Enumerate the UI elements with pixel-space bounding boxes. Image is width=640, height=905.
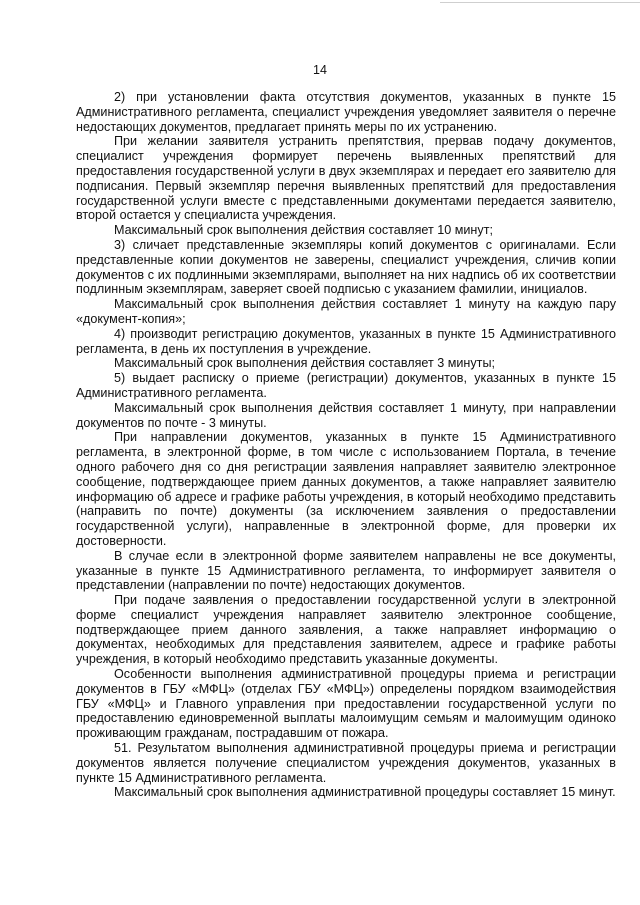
document-body	[76, 90, 616, 800]
paragraph: Максимальный срок выполнения действия составляет 3 минуты;	[114, 356, 496, 371]
scan-top-rule	[440, 2, 640, 3]
paragraph: 2) при установлении факта отсутствия документов, указанных в пункте 15 Административного регламента, специалист учреждения уведомляет заявителя о перечне недостающих документов, предлагает принять меры по их устранению.	[76, 90, 616, 134]
paragraph: При желании заявителя устранить препятствия, прервав подачу документов, специалист учреждения формирует перечень выявленных препятствий для предоставления государственной услуги в двух экземплярах и передает его заявителю для подписания. Первый экземпляр перечня выявленных препятствий для предоставления государственной услуги вместе с представленными документами передается заявителю, второй остается у специалиста учреждения.	[76, 134, 616, 223]
paragraph: 4) производит регистрацию документов, указанных в пункте 15 Административного регламента, в день их поступления в учреждение.	[76, 326, 616, 356]
paragraph: При направлении документов, указанных в пункте 15 Административного регламента, в электронной форме, в том числе с использованием Портала, в течение одного рабочего дня со дня регистрации заявления направляет заявителю электронное сообщение, подтверждающее прием данных документов, а также направляет заявителю информацию об адресе и графике работы учреждения, в который необходимо представить (направить по почте) документы (за исключением заявления о предоставлении государственной услуги), направленные в электронной форме, для проверки их достоверности.	[76, 430, 616, 548]
paragraph: 3) сличает представленные экземпляры копий документов с оригиналами. Если представленные копии документов не заверены, специалист учреждения, сличив копии документов с их подлинными экземплярами, выполняет на них надпись об их соответствии подлинным экземплярам, заверяет своей подписью с указанием фамилии, инициалов.	[76, 237, 616, 297]
paragraph: Максимальный срок выполнения административной процедуры составляет 15 минут.	[114, 785, 616, 800]
paragraph: Максимальный срок выполнения действия составляет 1 минуту на каждую пару «документ-копия»;	[76, 297, 616, 326]
paragraph: Особенности выполнения административной процедуры приема и регистрации документов в ГБУ «МФЦ» (отделах ГБУ «МФЦ») определены порядком взаимодействия ГБУ «МФЦ» и Главного управления при предоставлении государственной услуги по предоставлению единовременной выплаты малоимущим семьям и малоимущим одиноко проживающим гражданам, пострадавшим от пожара.	[76, 667, 616, 741]
paragraph: В случае если в электронной форме заявителем направлены не все документы, указанные в пункте 15 Административного регламента, то информирует заявителя о представлении (направлении по почте) недостающих документов.	[76, 548, 616, 593]
page-number: 14	[313, 63, 327, 77]
paragraph: При подаче заявления о предоставлении государственной услуги в электронной форме специалист учреждения направляет заявителю электронное сообщение, подтверждающее прием данного заявления, а также направляет информацию о документах, необходимых для представления заявителем, адресе и графике работы учреждения, в который необходимо представить указанные документы.	[76, 593, 616, 667]
paragraph: 5) выдает расписку о приеме (регистрации) документов, указанных в пункте 15 Административного регламента.	[76, 371, 616, 400]
paragraph: Максимальный срок выполнения действия составляет 10 минут;	[114, 223, 493, 238]
paragraph: Максимальный срок выполнения действия составляет 1 минуту, при направлении документов по почте - 3 минуты.	[76, 400, 616, 430]
paragraph: 51. Результатом выполнения административной процедуры приема и регистрации документов является получение специалистом учреждения документов, указанных в пункте 15 Административного регламента.	[76, 741, 616, 785]
